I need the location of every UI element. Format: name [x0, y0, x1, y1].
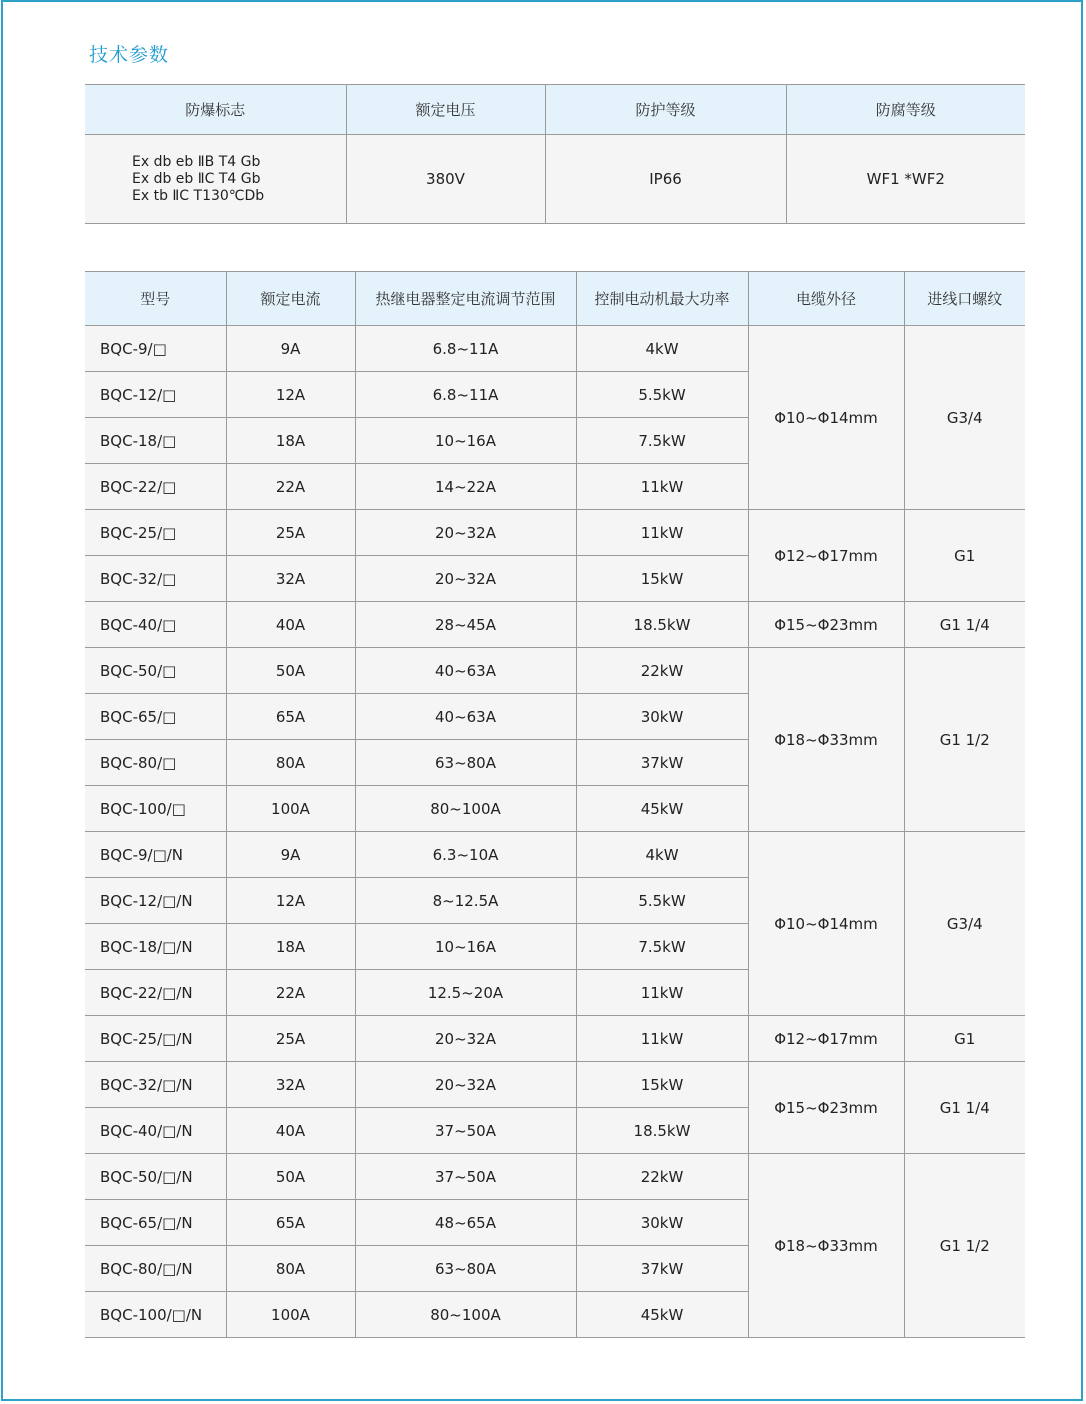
table-row [85, 1016, 1025, 1062]
entry-thread-cell: G1 1/4 [904, 602, 1025, 648]
entry-thread-cell: G1 [904, 510, 1025, 602]
model-cell: BQC-40/□/N [85, 1108, 226, 1154]
rated-current-cell: 40A [226, 602, 355, 648]
relay-range-cell: 40~63A [355, 648, 576, 694]
header-model: 型号 [85, 272, 226, 326]
cable-diameter-cell: Φ15~Φ23mm [748, 1062, 904, 1154]
table-row [85, 1062, 1025, 1108]
header-ex-mark: 防爆标志 [85, 85, 346, 135]
rated-current-cell: 9A [226, 326, 355, 372]
model-cell: BQC-9/□/N [85, 832, 226, 878]
max-power-cell: 11kW [576, 464, 748, 510]
model-cell: BQC-22/□/N [85, 970, 226, 1016]
max-power-cell: 37kW [576, 740, 748, 786]
cable-diameter-cell: Φ18~Φ33mm [748, 648, 904, 832]
model-cell: BQC-32/□ [85, 556, 226, 602]
model-table-body [85, 326, 1025, 1338]
rated-current-cell: 18A [226, 924, 355, 970]
rated-current-cell: 80A [226, 1246, 355, 1292]
relay-range-cell: 20~32A [355, 556, 576, 602]
header-relay-range: 热继电器整定电流调节范围 [355, 272, 576, 326]
cable-diameter-cell: Φ10~Φ14mm [748, 326, 904, 510]
model-table [85, 271, 1025, 1338]
model-cell: BQC-50/□ [85, 648, 226, 694]
model-cell: BQC-80/□/N [85, 1246, 226, 1292]
relay-range-cell: 20~32A [355, 510, 576, 556]
entry-thread-cell: G1 [904, 1016, 1025, 1062]
table-row [85, 1154, 1025, 1200]
relay-range-cell: 80~100A [355, 1292, 576, 1338]
header-rated-voltage: 额定电压 [346, 85, 545, 135]
ex-mark: Ex tb ⅡC T130℃Db [132, 187, 265, 204]
relay-range-cell: 6.8~11A [355, 372, 576, 418]
rated-current-cell: 65A [226, 1200, 355, 1246]
max-power-cell: 30kW [576, 1200, 748, 1246]
model-cell: BQC-100/□/N [85, 1292, 226, 1338]
table-row [85, 648, 1025, 694]
rated-current-cell: 25A [226, 510, 355, 556]
ex-mark: Ex db eb ⅡC T4 Gb [132, 170, 261, 187]
header-anticorrosion-level: 防腐等级 [786, 85, 1025, 135]
rated-current-cell: 22A [226, 970, 355, 1016]
cable-diameter-cell: Φ12~Φ17mm [748, 510, 904, 602]
relay-range-cell: 63~80A [355, 1246, 576, 1292]
relay-range-cell: 6.8~11A [355, 326, 576, 372]
header-entry-thread: 进线口螺纹 [904, 272, 1025, 326]
rated-current-cell: 9A [226, 832, 355, 878]
relay-range-cell: 80~100A [355, 786, 576, 832]
rated-current-cell: 22A [226, 464, 355, 510]
entry-thread-cell: G3/4 [904, 832, 1025, 1016]
model-cell: BQC-18/□ [85, 418, 226, 464]
max-power-cell: 30kW [576, 694, 748, 740]
max-power-cell: 4kW [576, 326, 748, 372]
max-power-cell: 22kW [576, 1154, 748, 1200]
relay-range-cell: 20~32A [355, 1016, 576, 1062]
header-protection-level: 防护等级 [545, 85, 786, 135]
model-cell: BQC-40/□ [85, 602, 226, 648]
header-max-motor-power: 控制电动机最大功率 [576, 272, 748, 326]
max-power-cell: 22kW [576, 648, 748, 694]
relay-range-cell: 48~65A [355, 1200, 576, 1246]
model-cell: BQC-22/□ [85, 464, 226, 510]
model-cell: BQC-12/□ [85, 372, 226, 418]
max-power-cell: 18.5kW [576, 602, 748, 648]
rated-current-cell: 32A [226, 556, 355, 602]
entry-thread-cell: G1 1/2 [904, 1154, 1025, 1338]
rated-current-cell: 100A [226, 1292, 355, 1338]
entry-thread-cell: G3/4 [904, 326, 1025, 510]
rated-current-cell: 100A [226, 786, 355, 832]
max-power-cell: 11kW [576, 1016, 748, 1062]
max-power-cell: 4kW [576, 832, 748, 878]
model-cell: BQC-80/□ [85, 740, 226, 786]
spec-header-row [85, 85, 1025, 135]
relay-range-cell: 20~32A [355, 1062, 576, 1108]
relay-range-cell: 14~22A [355, 464, 576, 510]
rated-voltage-value: 380V [346, 135, 545, 224]
relay-range-cell: 12.5~20A [355, 970, 576, 1016]
section-title: 技术参数 [89, 44, 170, 66]
rated-current-cell: 12A [226, 878, 355, 924]
cable-diameter-cell: Φ10~Φ14mm [748, 832, 904, 1016]
relay-range-cell: 8~12.5A [355, 878, 576, 924]
model-cell: BQC-65/□ [85, 694, 226, 740]
cable-diameter-cell: Φ15~Φ23mm [748, 602, 904, 648]
max-power-cell: 15kW [576, 1062, 748, 1108]
cable-diameter-cell: Φ12~Φ17mm [748, 1016, 904, 1062]
rated-current-cell: 25A [226, 1016, 355, 1062]
ex-mark: Ex db eb ⅡB T4 Gb [132, 153, 261, 170]
anticorrosion-level-value: WF1 *WF2 [786, 135, 1025, 224]
relay-range-cell: 40~63A [355, 694, 576, 740]
table-row [85, 326, 1025, 372]
model-header-row [85, 272, 1025, 326]
max-power-cell: 5.5kW [576, 878, 748, 924]
header-cable-diameter: 电缆外径 [748, 272, 904, 326]
model-cell: BQC-25/□/N [85, 1016, 226, 1062]
model-cell: BQC-12/□/N [85, 878, 226, 924]
max-power-cell: 7.5kW [576, 418, 748, 464]
max-power-cell: 5.5kW [576, 372, 748, 418]
model-cell: BQC-65/□/N [85, 1200, 226, 1246]
rated-current-cell: 50A [226, 1154, 355, 1200]
relay-range-cell: 6.3~10A [355, 832, 576, 878]
relay-range-cell: 37~50A [355, 1154, 576, 1200]
rated-current-cell: 80A [226, 740, 355, 786]
rated-current-cell: 65A [226, 694, 355, 740]
max-power-cell: 37kW [576, 1246, 748, 1292]
header-rated-current: 额定电流 [226, 272, 355, 326]
max-power-cell: 18.5kW [576, 1108, 748, 1154]
rated-current-cell: 40A [226, 1108, 355, 1154]
spec-row [85, 135, 1025, 224]
relay-range-cell: 10~16A [355, 418, 576, 464]
table-row [85, 832, 1025, 878]
protection-level-value: IP66 [545, 135, 786, 224]
max-power-cell: 45kW [576, 1292, 748, 1338]
model-cell: BQC-32/□/N [85, 1062, 226, 1108]
max-power-cell: 7.5kW [576, 924, 748, 970]
ex-marks-cell [85, 135, 346, 224]
spec-table [85, 84, 1025, 224]
rated-current-cell: 18A [226, 418, 355, 464]
relay-range-cell: 63~80A [355, 740, 576, 786]
max-power-cell: 45kW [576, 786, 748, 832]
cable-diameter-cell: Φ18~Φ33mm [748, 1154, 904, 1338]
model-cell: BQC-50/□/N [85, 1154, 226, 1200]
rated-current-cell: 50A [226, 648, 355, 694]
max-power-cell: 15kW [576, 556, 748, 602]
entry-thread-cell: G1 1/4 [904, 1062, 1025, 1154]
relay-range-cell: 28~45A [355, 602, 576, 648]
model-cell: BQC-9/□ [85, 326, 226, 372]
model-cell: BQC-100/□ [85, 786, 226, 832]
model-cell: BQC-25/□ [85, 510, 226, 556]
table-row [85, 510, 1025, 556]
max-power-cell: 11kW [576, 970, 748, 1016]
table-row [85, 602, 1025, 648]
max-power-cell: 11kW [576, 510, 748, 556]
model-cell: BQC-18/□/N [85, 924, 226, 970]
entry-thread-cell: G1 1/2 [904, 648, 1025, 832]
rated-current-cell: 32A [226, 1062, 355, 1108]
relay-range-cell: 37~50A [355, 1108, 576, 1154]
relay-range-cell: 10~16A [355, 924, 576, 970]
rated-current-cell: 12A [226, 372, 355, 418]
